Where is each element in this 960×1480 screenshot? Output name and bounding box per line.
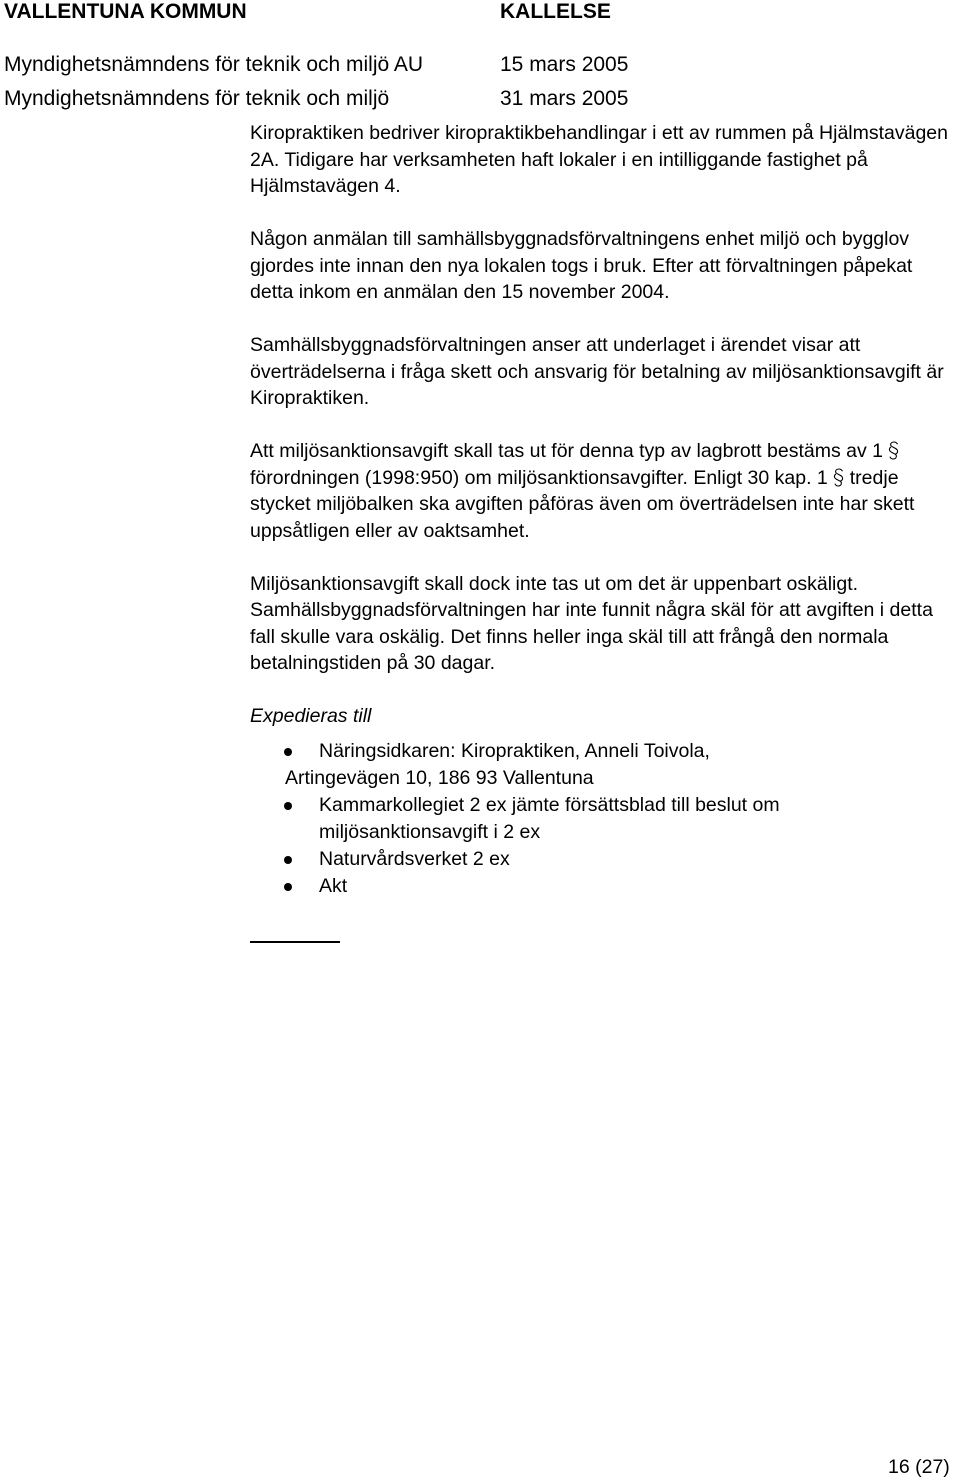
recipient-list: [250, 738, 950, 900]
paragraph-text: tredje stycket miljöbalken ska avgiften påföras även om överträdelsen inte har skett uppsåtligen eller av oaktsamhet.: [250, 466, 915, 542]
document-body: [250, 120, 950, 900]
recipient-text: Akt: [319, 874, 348, 897]
list-item: [250, 873, 950, 900]
list-item: [250, 738, 950, 792]
footnote-divider: [250, 941, 340, 943]
recipient-text: Näringsidkaren: Kiropraktiken, Anneli Toivola,: [319, 739, 710, 762]
paragraph: Samhällsbyggnadsförvaltningen anser att underlaget i ärendet visar att överträdelserna i fråga skett och ansvarig för betalning av miljösanktionsavgift är Kiropraktiken.: [250, 334, 944, 409]
paragraph-text: Att miljösanktionsavgift skall tas ut för denna typ av lagbrott bestäms av 1: [250, 440, 883, 462]
section-sign-icon: [832, 468, 846, 487]
meeting-date: 31 mars 2005: [500, 87, 629, 110]
meeting-name: Myndighetsnämndens för teknik och miljö: [4, 87, 390, 110]
paragraph: Miljösanktionsavgift skall dock inte tas ut om det är uppenbart oskäligt. Samhällsbyggnadsförvaltningen har inte funnit några skäl för att avgiften i detta fall skulle vara oskälig. Det finns heller inga skäl till att frångå den normala betalningstiden på 30 dagar.: [250, 572, 933, 674]
recipient-text: Kammarkollegiet 2 ex jämte försättsblad till beslut om miljösanktionsavgift i 2 ex: [319, 793, 780, 843]
bullet-icon: [284, 856, 292, 864]
bullet-icon: [284, 802, 292, 810]
section-sign-icon: [887, 441, 901, 460]
page-number: 16 (27): [888, 1456, 950, 1478]
distribution-heading: Expedieras till: [250, 705, 372, 727]
paragraph-text: förordningen (1998:950) om miljösanktionsavgifter. Enligt 30 kap. 1: [250, 466, 828, 489]
meeting-date: 15 mars 2005: [500, 53, 629, 76]
list-item: [250, 792, 950, 846]
recipient-text: Naturvårdsverket 2 ex: [319, 847, 510, 870]
paragraph: Kiropraktiken bedriver kiropraktikbehandlingar i ett av rummen på Hjälmstavägen 2A. Tidigare har verksamheten haft lokaler i en intilliggande fastighet på Hjälmstavägen 4.: [250, 122, 949, 197]
bullet-icon: [284, 748, 292, 756]
document-type: KALLELSE: [500, 0, 611, 23]
paragraph: [250, 438, 950, 544]
bullet-icon: [284, 883, 292, 891]
paragraph: Någon anmälan till samhällsbyggnadsförvaltningens enhet miljö och bygglov gjordes inte innan den nya lokalen togs i bruk. Efter att förvaltningen påpekat detta inkom en anmälan den 15 november 2004.: [250, 228, 913, 303]
recipient-text-continued: Artingevägen 10, 186 93 Vallentuna: [285, 766, 594, 789]
list-item: [250, 846, 950, 873]
meeting-name: Myndighetsnämndens för teknik och miljö AU: [4, 53, 424, 76]
organization-name: VALLENTUNA KOMMUN: [4, 0, 247, 23]
